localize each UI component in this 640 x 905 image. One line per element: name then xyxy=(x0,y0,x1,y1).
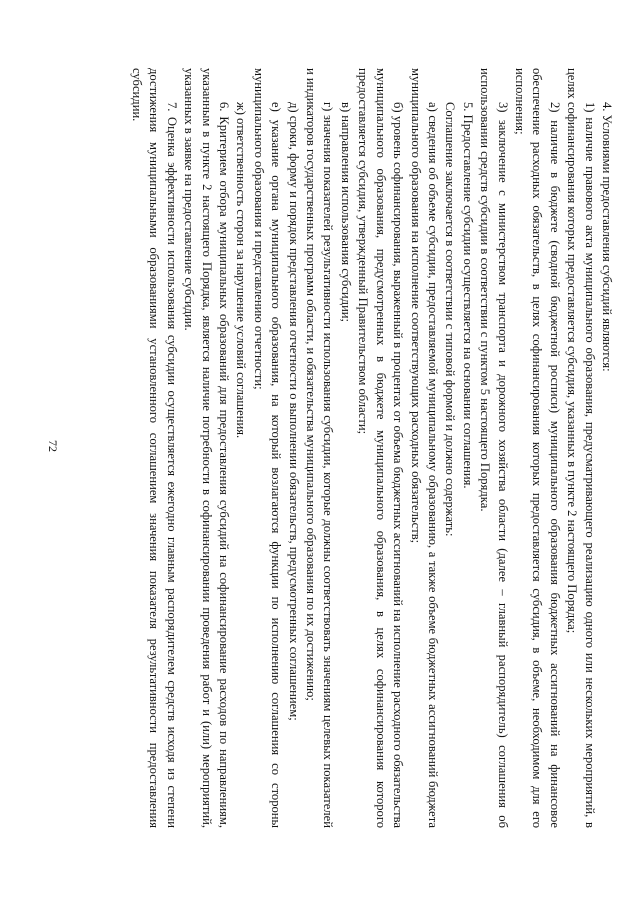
paragraph-condition-2: 2) наличие в бюджете (сводной бюджетной росписи) муниципального образования бюджетных ассигнований на финансовое обеспечение расходных обязательств, в целях софинансирования которых предоставляется субсидия, в объеме, необходимом для его исполнения; xyxy=(512,68,562,828)
paragraph-item-6: 6. Критерием отбора муниципальных образований для предоставления субсидий на софинансирование расходов по направлениям, указанным в пункте 2 настоящего Порядка, является наличие потребности в софинансировании проведения работ и (или) мероприятий, указанных в заявке на предоставление субсидии. xyxy=(182,68,232,828)
document-body xyxy=(95,68,615,828)
paragraph-item-5: 5. Предоставление субсидии осуществляется на основании соглашения. xyxy=(460,102,475,489)
paragraph-subitem-v: в) направления использования субсидии; xyxy=(338,102,353,323)
paragraph-subitem-g: г) значения показателей результативности использования субсидии, которые должны соответствовать значениям целевых показателей и индикаторов государственных программ области, и обязательства муниципального образования по их достижению; xyxy=(304,68,336,828)
paragraph-subitem-b: б) уровень софинансирования, выраженный в процентах от объема бюджетных ассигнований на исполнение расходного обязательства муниципального образования, предусмотренных в бюджете муниципального образования, в целях софинансирования которого предоставляется субсидия, утвержденный Правительством области; xyxy=(356,68,406,828)
paragraph-agreement-content: Соглашение заключается в соответствии с типовой формой и должно содержать: xyxy=(443,102,458,537)
paragraph-subitem-zh: ж) ответственность сторон за нарушение условий соглашения. xyxy=(234,102,249,439)
paragraph-subitem-d: д) сроки, форму и порядок представления отчетности о выполнении обязательств, предусмотренных соглашением; xyxy=(286,102,301,721)
paragraph-subitem-e: е) указание органа муниципального образования, на который возлагаются функции по исполнению соглашения со стороны муниципального образования и представлению отчетности; xyxy=(251,68,284,828)
paragraph-conditions-heading: 4. Условиями предоставления субсидий являются: xyxy=(600,102,614,372)
paragraph-subitem-a: а) сведения об объеме субсидии, предоставляемой муниципальному образованию, а также объеме бюджетных ассигнований бюджета муниципального образования на исполнение соответствующих расходных обязательств; xyxy=(408,68,440,828)
paragraph-condition-1: 1) наличие правового акта муниципального образования, предусматривающего реализацию одного или нескольких мероприятий, в целях софинансирования которых предоставляется субсидия, указанных в пункте 2 настоящего Порядка; xyxy=(565,68,597,828)
paragraph-condition-3: 3) заключение с министерством транспорта и дорожного хозяйства области (далее – главный распорядитель) соглашения об использовании средств субсидии в соответствии с пунктом 5 настоящего Порядка. xyxy=(478,68,510,828)
page-number: 72 xyxy=(46,440,60,452)
paragraph-item-7: 7. Оценка эффективности использования субсидии осуществляется ежегодно главным распорядителем средств исходя из степени достижения муниципальными образованиями установленного соглашением значения показателя результативности предоставления субсидии. xyxy=(130,68,179,828)
